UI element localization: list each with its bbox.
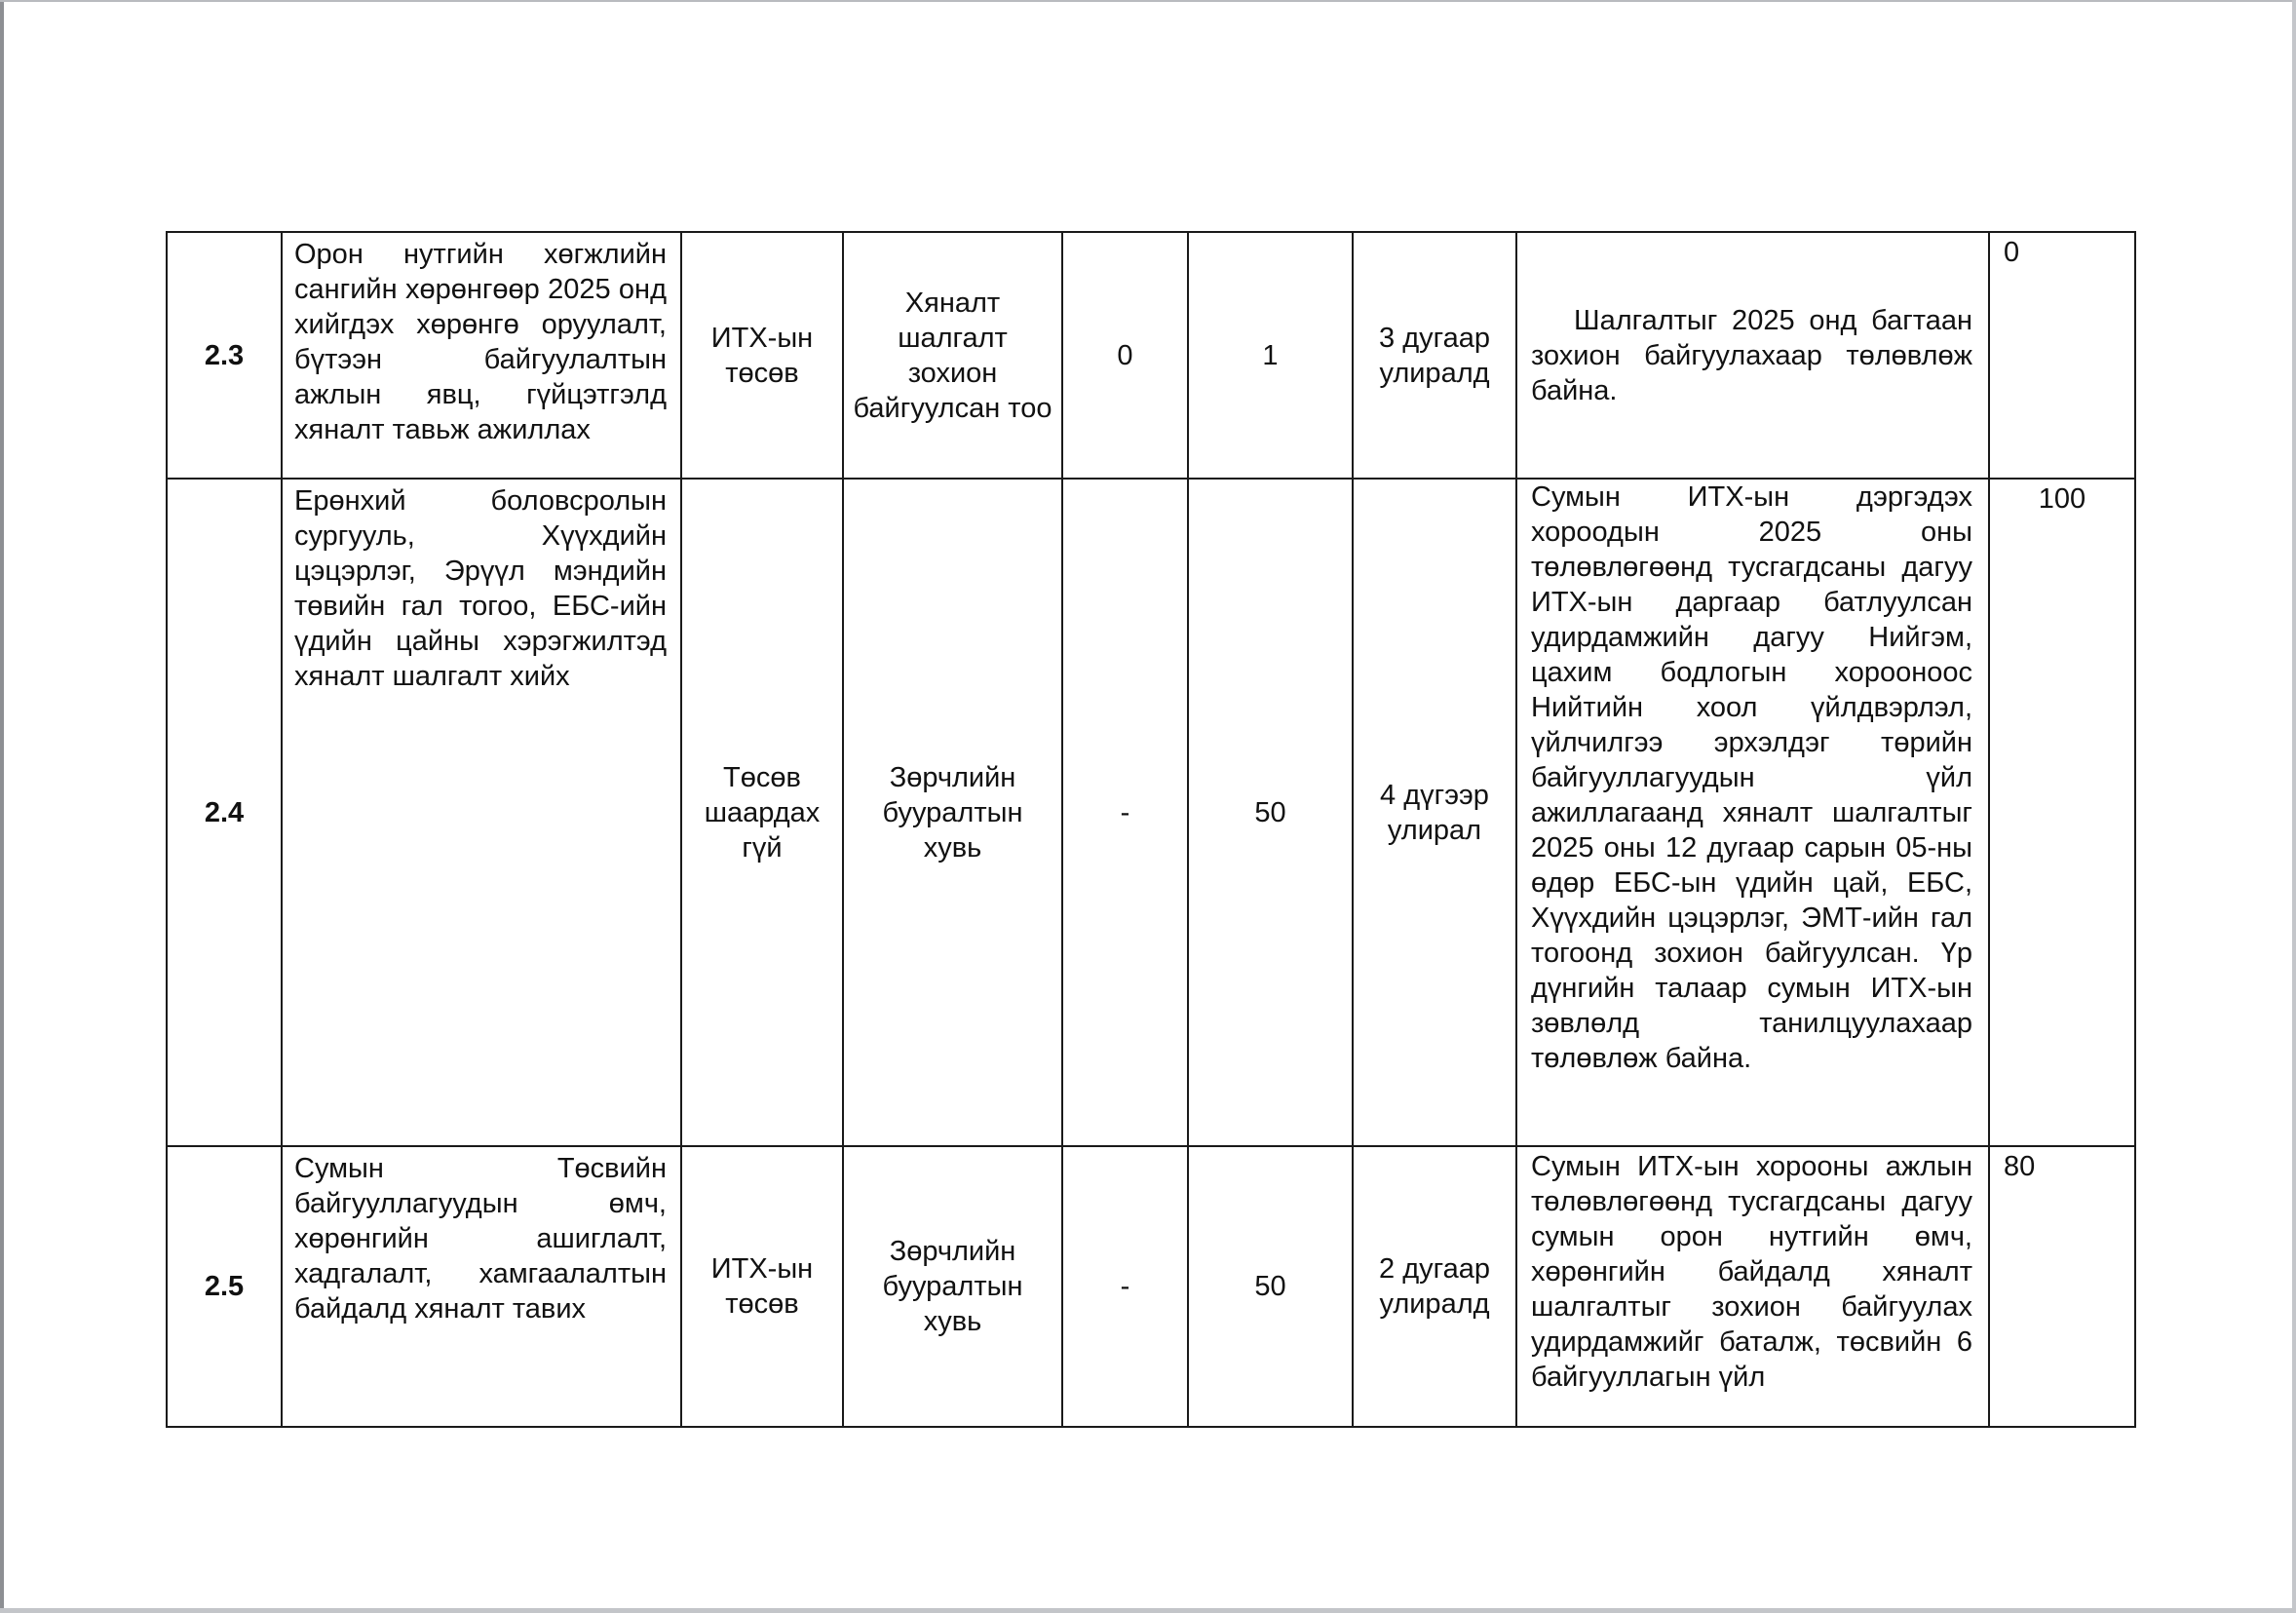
row-number: 2.4 — [167, 479, 282, 1146]
percent-cell: 80 — [1989, 1146, 2135, 1427]
funding-source-cell: ИТХ-ын төсөв — [681, 1146, 843, 1427]
timeframe-cell: 2 дугаар улиралд — [1353, 1146, 1516, 1427]
activity-cell: Орон нутгийн хөгжлийн сангийн хөрөнгөөр 2025 онд хийгдэх хөрөнгө оруулалт, бүтээн байгуулалтын ажлын явц, гүйцэтгэлд хяналт тавьж ажиллах — [282, 232, 681, 479]
baseline-cell: - — [1062, 479, 1188, 1146]
result-cell: Сумын ИТХ-ын дэргэдэх хороодын 2025 оны төлөвлөгөөнд тусгагдсаны дагуу ИТХ-ын даргаар батлуулсан удирдамжийн дагуу Нийгэм, цахим бодлогын хорооноос Нийтийн хоол үйлдвэрлэл, үйлчилгээ эрхэлдэг төрийн байгууллагуудын үйл ажиллагаанд хяналт шалгалтыг 2025 оны 12 дугаар сарын 05-ны өдөр ЕБС-ын үдийн цай, ЕБС, Хүүхдийн цэцэрлэг, ЭМТ-ийн гал тогоонд зохион байгуулсан. Үр дүнгийн талаар сумын ИТХ-ын зөвлөлд танилцуулахаар төлөвлөж байна. — [1516, 479, 1989, 1146]
baseline-cell: 0 — [1062, 232, 1188, 479]
indicator-cell: Зөрчлийн бууралтын хувь — [843, 1146, 1062, 1427]
activity-cell: Сумын Төсвийн байгууллагуудын өмч, хөрөнгийн ашиглалт, хадгалалт, хамгаалалтын байдалд хяналт тавих — [282, 1146, 681, 1427]
activity-cell: Ерөнхий боловсролын сургууль, Хүүхдийн цэцэрлэг, Эрүүл мэндийн төвийн гал тогоо, ЕБС-ийн үдийн цайны хэрэгжилтэд хяналт шалгалт хийх — [282, 479, 681, 1146]
table-row — [167, 479, 2135, 1146]
percent-cell: 0 — [1989, 232, 2135, 479]
table-row — [167, 232, 2135, 479]
timeframe-cell: 4 дүгээр улирал — [1353, 479, 1516, 1146]
result-cell: Сумын ИТХ-ын хорооны ажлын төлөвлөгөөнд тусгагдсаны дагуу сумын орон нутгийн өмч, хөрөнгийн байдалд хяналт шалгалтыг зохион байгуулах удирдамжийг баталж, төсвийн 6 байгууллагын үйл — [1516, 1146, 1989, 1427]
plan-implementation-table — [166, 231, 2136, 1428]
target-cell: 50 — [1188, 1146, 1353, 1427]
indicator-cell: Хяналт шалгалт зохион байгуулсан тоо — [843, 232, 1062, 479]
timeframe-cell: 3 дугаар улиралд — [1353, 232, 1516, 479]
percent-cell: 100 — [1989, 479, 2135, 1146]
scan-page-edge-top — [0, 0, 2296, 2]
target-cell: 50 — [1188, 479, 1353, 1146]
target-cell: 1 — [1188, 232, 1353, 479]
result-cell: Шалгалтыг 2025 онд багтаан зохион байгуулахаар төлөвлөж байна. — [1516, 232, 1989, 479]
scan-page-edge-bottom — [0, 1608, 2296, 1613]
table-row — [167, 1146, 2135, 1427]
scan-page-edge-left — [0, 0, 4, 1613]
row-number: 2.5 — [167, 1146, 282, 1427]
funding-source-cell: Төсөв шаардах гүй — [681, 479, 843, 1146]
baseline-cell: - — [1062, 1146, 1188, 1427]
scan-page-edge-right — [2292, 0, 2296, 1613]
indicator-cell: Зөрчлийн бууралтын хувь — [843, 479, 1062, 1146]
funding-source-cell: ИТХ-ын төсөв — [681, 232, 843, 479]
row-number: 2.3 — [167, 232, 282, 479]
